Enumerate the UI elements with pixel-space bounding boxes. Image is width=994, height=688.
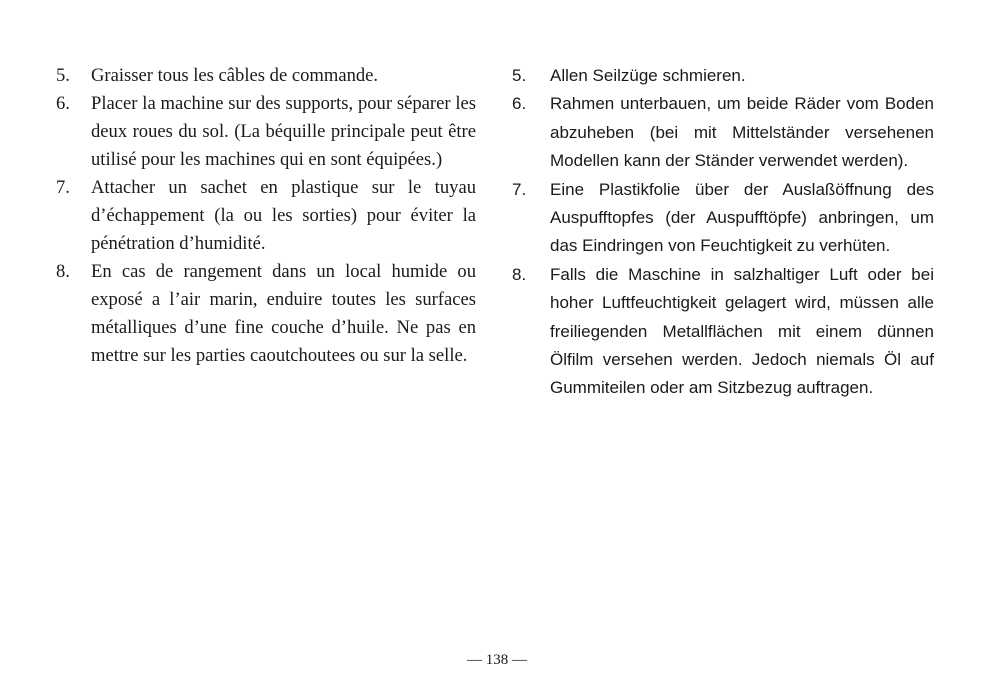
item-number: 5. <box>512 66 527 85</box>
list-item <box>56 174 476 258</box>
item-text: Placer la machine sur des supports, pour séparer les deux roues du sol. (La béquille principale peut être utilisé pour les machines qui en sont équipées.) <box>91 93 476 170</box>
french-instruction-list <box>56 62 476 370</box>
list-item <box>512 176 934 261</box>
item-number: 6. <box>56 93 70 114</box>
french-column <box>56 62 476 370</box>
german-instruction-list <box>512 62 934 403</box>
item-number: 8. <box>56 261 70 282</box>
item-number: 7. <box>512 179 527 199</box>
item-text: Attacher un sachet en plastique sur le tuyau d’échappement (la ou les sorties) pour éviter la pénétration d’humidité. <box>91 177 476 254</box>
item-text: Eine Plastikfolie über der Auslaßöffnung des Auspufftopfes (der Auspufftöpfe) anbringen, um das Eindringen von Feuchtigkeit zu verhüten. <box>550 179 934 256</box>
page-number: — 138 — <box>467 652 527 668</box>
list-item <box>512 261 934 403</box>
item-text: Graisser tous les câbles de commande. <box>91 65 379 86</box>
item-text: Rahmen unterbauen, um beide Räder vom Boden abzuheben (bei mit Mittelständer versehenen Modellen kann der Ständer verwendet werden). <box>550 94 934 171</box>
item-text: Falls die Maschine in salzhaltiger Luft oder bei hoher Luftfeuchtigkeit gelagert wird, müssen alle freiliegenden Metallflächen mit einem dünnen Ölfilm versehen werden. Jedoch niemals Öl auf Gummiteilen oder am Sitzbezug auftragen. <box>550 264 934 398</box>
item-text: En cas de rangement dans un local humide ou exposé a l’air marin, enduire toutes les surfaces métalliques d’une fine couche d’huile. Ne pas en mettre sur les parties caoutchoutees ou sur la selle. <box>91 261 476 366</box>
list-item <box>56 258 476 370</box>
item-number: 5. <box>56 65 70 86</box>
item-number: 6. <box>512 94 527 114</box>
list-item <box>512 62 934 90</box>
item-number: 8. <box>512 264 527 284</box>
list-item <box>56 62 476 90</box>
list-item <box>512 90 934 175</box>
list-item <box>56 90 476 174</box>
item-number: 7. <box>56 177 70 198</box>
german-column <box>512 62 934 403</box>
item-text: Allen Seilzüge schmieren. <box>550 66 746 85</box>
